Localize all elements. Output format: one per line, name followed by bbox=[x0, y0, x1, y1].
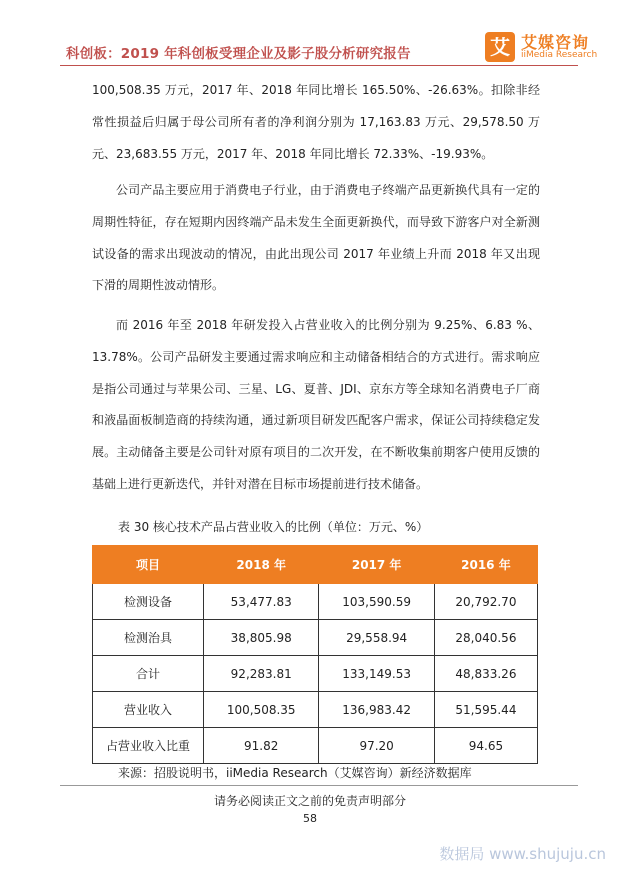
paragraph-text: 100,508.35 万元，2017 年、2018 年同比增长 165.50%、-26.63%。扣除非经常性损益后归属于母公司所有者的净利润分别为 17,163.83 万元、29,578.50 万元、23,683.55 万元，2017 年、2018 年同比增长 72.33%、-19.93%。 bbox=[92, 83, 540, 161]
table-caption: 表 30 核心技术产品占营业收入的比例（单位：万元、%） bbox=[118, 520, 429, 534]
table-cell: 92,283.81 bbox=[204, 656, 319, 692]
table-cell: 28,040.56 bbox=[434, 620, 537, 656]
header-cell: 2017 年 bbox=[319, 546, 434, 584]
table-cell: 29,558.94 bbox=[319, 620, 434, 656]
table-cell: 97.20 bbox=[319, 728, 434, 764]
table-cell: 20,792.70 bbox=[434, 584, 537, 620]
header-divider bbox=[60, 65, 578, 66]
paragraph-industry bbox=[92, 175, 540, 302]
table-cell: 100,508.35 bbox=[204, 692, 319, 728]
table-cell: 合计 bbox=[93, 656, 204, 692]
header-cell: 2016 年 bbox=[434, 546, 537, 584]
revenue-table bbox=[92, 545, 538, 764]
footer-divider bbox=[60, 785, 578, 786]
table-cell: 48,833.26 bbox=[434, 656, 537, 692]
table-cell: 检测治具 bbox=[93, 620, 204, 656]
watermark: 数据局 www.shujuju.cn bbox=[439, 845, 606, 863]
page-number: 58 bbox=[303, 812, 317, 825]
table-row bbox=[93, 620, 538, 656]
logo-name: 艾媒咨询 bbox=[521, 33, 590, 52]
header-cell: 2018 年 bbox=[204, 546, 319, 584]
header-cell: 项目 bbox=[93, 546, 204, 584]
table-cell: 占营业收入比重 bbox=[93, 728, 204, 764]
table-header-row bbox=[93, 546, 538, 584]
footer-disclaimer: 请务必阅读正文之前的免责声明部分 bbox=[213, 794, 406, 808]
table-row bbox=[93, 584, 538, 620]
table-cell: 营业收入 bbox=[93, 692, 204, 728]
table-cell: 38,805.98 bbox=[204, 620, 319, 656]
table-row bbox=[93, 728, 538, 764]
table-cell: 136,983.42 bbox=[319, 692, 434, 728]
table-cell: 94.65 bbox=[434, 728, 537, 764]
paragraph-text: 公司产品主要应用于消费电子行业，由于消费电子终端产品更新换代具有一定的周期性特征，存在短期内因终端产品未发生全面更新换代，而导致下游客户对全新测试设备的需求出现波动的情况，由此出现公司 2017 年业绩上升而 2018 年又出现下滑的周期性波动情形。 bbox=[92, 183, 540, 293]
table-cell: 51,595.44 bbox=[434, 692, 537, 728]
logo bbox=[485, 30, 605, 66]
table-cell: 53,477.83 bbox=[204, 584, 319, 620]
table-cell: 133,149.53 bbox=[319, 656, 434, 692]
table-row bbox=[93, 692, 538, 728]
report-title: 科创板：2019 年科创板受理企业及影子股分析研究报告 bbox=[66, 46, 411, 62]
table-row bbox=[93, 656, 538, 692]
logo-mark-icon: 艾 bbox=[485, 32, 515, 62]
table-source: 来源：招股说明书，iiMedia Research（艾媒咨询）新经济数据库 bbox=[118, 766, 472, 780]
paragraph-text: 而 2016 年至 2018 年研发投入占营业收入的比例分别为 9.25%、6.83 %、13.78%。公司产品研发主要通过需求响应和主动储备相结合的方式进行。需求响应是指公司通过与苹果公司、三星、LG、夏普、JDI、京东方等全球知名消费电子厂商和液晶面板制造商的持续沟通，通过新项目研发匹配客户需求，保证公司持续稳定发展。主动储备主要是公司针对原有项目的二次开发，在不断收集前期客户使用反馈的基础上进行更新迭代，并针对潜在目标市场提前进行技术储备。 bbox=[92, 318, 540, 491]
table-cell: 91.82 bbox=[204, 728, 319, 764]
table-cell: 103,590.59 bbox=[319, 584, 434, 620]
paragraph-continued bbox=[92, 75, 540, 170]
table-cell: 检测设备 bbox=[93, 584, 204, 620]
logo-subtitle: iiMedia Research bbox=[521, 50, 598, 60]
paragraph-rnd bbox=[92, 310, 540, 501]
